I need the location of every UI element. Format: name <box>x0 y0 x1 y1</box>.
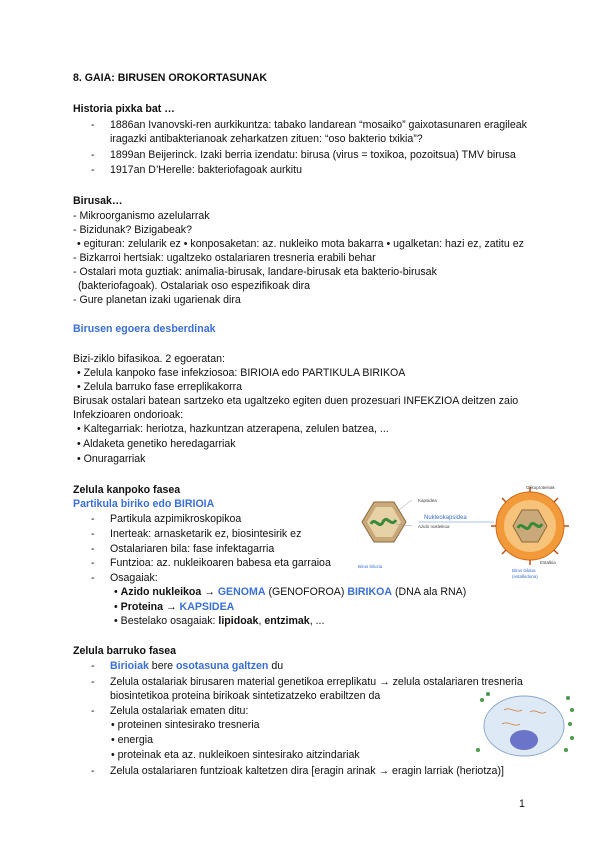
kanpoko-heading: Zelula kanpoko fasea <box>73 484 181 496</box>
dna-rna: (DNA ala RNA) <box>395 586 467 598</box>
egoera-line: • Zelula kanpoko fase infekziosoa: BIRIOIA edo PARTIKULA BIRIKOA <box>77 367 406 379</box>
label-birus-biluzia: Birus biluzia <box>358 564 383 569</box>
label-glikoproteinak: Glikoproteinak <box>526 485 555 490</box>
barruko-item-4: Zelula ostalariaren funtzioak kaltetzen dira [eragin arinak → eragin larriak (heriotza)] <box>110 765 504 777</box>
genoforoa: (GENOFOROA) <box>268 586 345 598</box>
historia-item: 1899an Beijerinck. Izaki berria izendatu: birusa (virus = toxikoa, pozoitsua) TMV birusa <box>110 149 516 161</box>
page-title: 8. GAIA: BIRUSEN OROKORTASUNAK <box>73 72 268 84</box>
dash: - <box>91 660 95 672</box>
dash: - <box>91 119 95 131</box>
genoma: GENOMA <box>217 586 266 598</box>
lipidoak: lipidoak <box>218 615 259 627</box>
birusak-line: - Mikroorganismo azelularrak <box>73 210 210 222</box>
callout <box>396 500 412 512</box>
etc: , ... <box>309 615 325 627</box>
kanpoko-subheading: Partikula biriko edo BIRIOIA <box>73 498 215 510</box>
osagaia-bestelako: • Bestelako osagaiak: lipidoak, entzimak, ... <box>114 615 325 627</box>
egoera-line: Infekzioaren ondorioak: <box>73 409 184 421</box>
dash: - <box>91 149 95 161</box>
osagaia-azido: • Azido nukleikoa → GENOMA (GENOFOROA) BIRIKOA (DNA ala RNA) <box>114 586 467 598</box>
label-capsid-left: Kapsidea <box>418 498 437 503</box>
historia-heading: Historia pixka bat … <box>73 103 175 115</box>
osagaia-proteina: • Proteina → KAPSIDEA <box>114 601 235 613</box>
dash: - <box>91 705 95 717</box>
kanpoko-item: Osagaiak: <box>110 572 158 584</box>
egoera-line: • Zelula barruko fase erreplikakorra <box>77 381 243 393</box>
proteina-label: Proteina <box>120 601 164 613</box>
birusak-line: - Gure planetan izaki ugarienak dira <box>73 294 241 306</box>
du: du <box>268 660 284 672</box>
dash: - <box>91 765 95 777</box>
barruko-sub: • proteinen sintesirako tresneria <box>111 719 260 731</box>
birioiak: Birioiak <box>110 660 149 672</box>
birusak-line: (bakteriofagoak). Ostalariak oso espezifikoak dira <box>78 280 310 292</box>
historia-item: 1917an D’Herelle: bakteriofagoak aurkitu <box>110 164 302 176</box>
kanpoko-item: Inerteak: arnasketarik ez, biosintesirik ez <box>110 528 302 540</box>
comma: , <box>258 615 265 627</box>
barruko-item-3: Zelula ostalariak ematen ditu: <box>110 705 249 717</box>
barruko-item-2a: Zelula ostalariak birusaren material genetikoa erreplikatu → zelula ostalariaren tresneria <box>110 676 523 688</box>
dash: - <box>91 528 95 540</box>
egoera-line: • Aldaketa genetiko heredagarriak <box>77 438 236 450</box>
barruko-item-1 <box>110 659 283 673</box>
dash: - <box>91 572 95 584</box>
label-birus-bildua: Birus bildua <box>512 568 536 573</box>
egoera-line: Birusak ostalari batean sartzeko eta ugaltzeko egiten duen prozesuari INFEKZIOA deitzen zaio <box>73 395 519 407</box>
birusak-heading: Birusak… <box>73 195 123 207</box>
label-estalkia: Estalkia <box>540 560 556 565</box>
egoera-line: Bizi-ziklo bifasikoa. 2 egoeratan: <box>73 353 225 365</box>
dash: - <box>91 676 95 688</box>
dash: - <box>91 557 95 569</box>
dash: - <box>91 513 95 525</box>
barruko-sub: • proteinak eta az. nukleikoen sintesirako aitzindariak <box>111 749 360 761</box>
historia-item: iragazki antibakterianoak zeharkatzen zituen: “oso bakterio txikia”? <box>110 133 423 145</box>
label-estalkiduna: (estalkiduna) <box>512 574 538 579</box>
bere: bere <box>148 660 176 672</box>
birusak-line: - Bizkarroi hertsiak: ugaltzeko ostalariaren tresneria erabili behar <box>73 252 376 264</box>
virus-figure <box>344 482 572 580</box>
cell-illustration <box>474 690 578 760</box>
egoera-line: • Onuragarriak <box>77 453 146 465</box>
kanpoko-item: Funtzioa: az. nukleikoaren babesa eta garraioa <box>110 557 331 569</box>
entzimak: entzimak <box>264 615 310 627</box>
barruko-item-2b: biosintetikoa proteina birikoak sintetizatzeko erabiltzen da <box>110 690 381 702</box>
barruko-sub: • energia <box>111 734 153 746</box>
kanpoko-item: Ostalariaren bila: fase infektagarria <box>110 543 275 555</box>
azido-label: Azido nukleikoa <box>120 586 202 598</box>
egoera-heading: Birusen egoera desberdinak <box>73 323 216 335</box>
label-nukleokapsidea: Nukleokapsidea <box>424 515 467 521</box>
cell-figure <box>474 690 578 760</box>
birusak-line: - Bizidunak? Bizigabeak? <box>73 224 192 236</box>
dash: - <box>91 164 95 176</box>
kanpoko-item: Partikula azpimikroskopikoa <box>110 513 242 525</box>
egoera-line: • Kaltegarriak: heriotza, hazkuntzan atzerapena, zelulen batzea, ... <box>77 423 389 435</box>
osotasuna-galtzen: osotasuna galtzen <box>175 660 269 672</box>
arrow: → <box>166 601 177 613</box>
bestelako-prefix: Bestelako osagaiak: <box>120 615 219 627</box>
birusak-line: - Ostalari mota guztiak: animalia-birusak, landare-birusak eta bakterio-birusak <box>73 266 437 278</box>
arrow: → <box>204 586 215 598</box>
birusak-line: • egituran: zelularik ez • konposaketan: az. nukleiko mota bakarra • ugalketan: hazi ez, zatitu ez <box>77 238 524 250</box>
dash: - <box>91 543 95 555</box>
page-number: 1 <box>519 798 525 810</box>
historia-item: 1886an Ivanovski-ren aurkikuntza: tabako landarean “mosaiko” gaixotasunaren eragileak <box>110 119 527 131</box>
nucleus <box>510 730 538 750</box>
label-azido-left: Azido nukleikoa <box>418 524 450 529</box>
kapsidea: KAPSIDEA <box>179 601 235 613</box>
birikoa: BIRIKOA <box>347 586 393 598</box>
barruko-heading: Zelula barruko fasea <box>73 645 177 657</box>
